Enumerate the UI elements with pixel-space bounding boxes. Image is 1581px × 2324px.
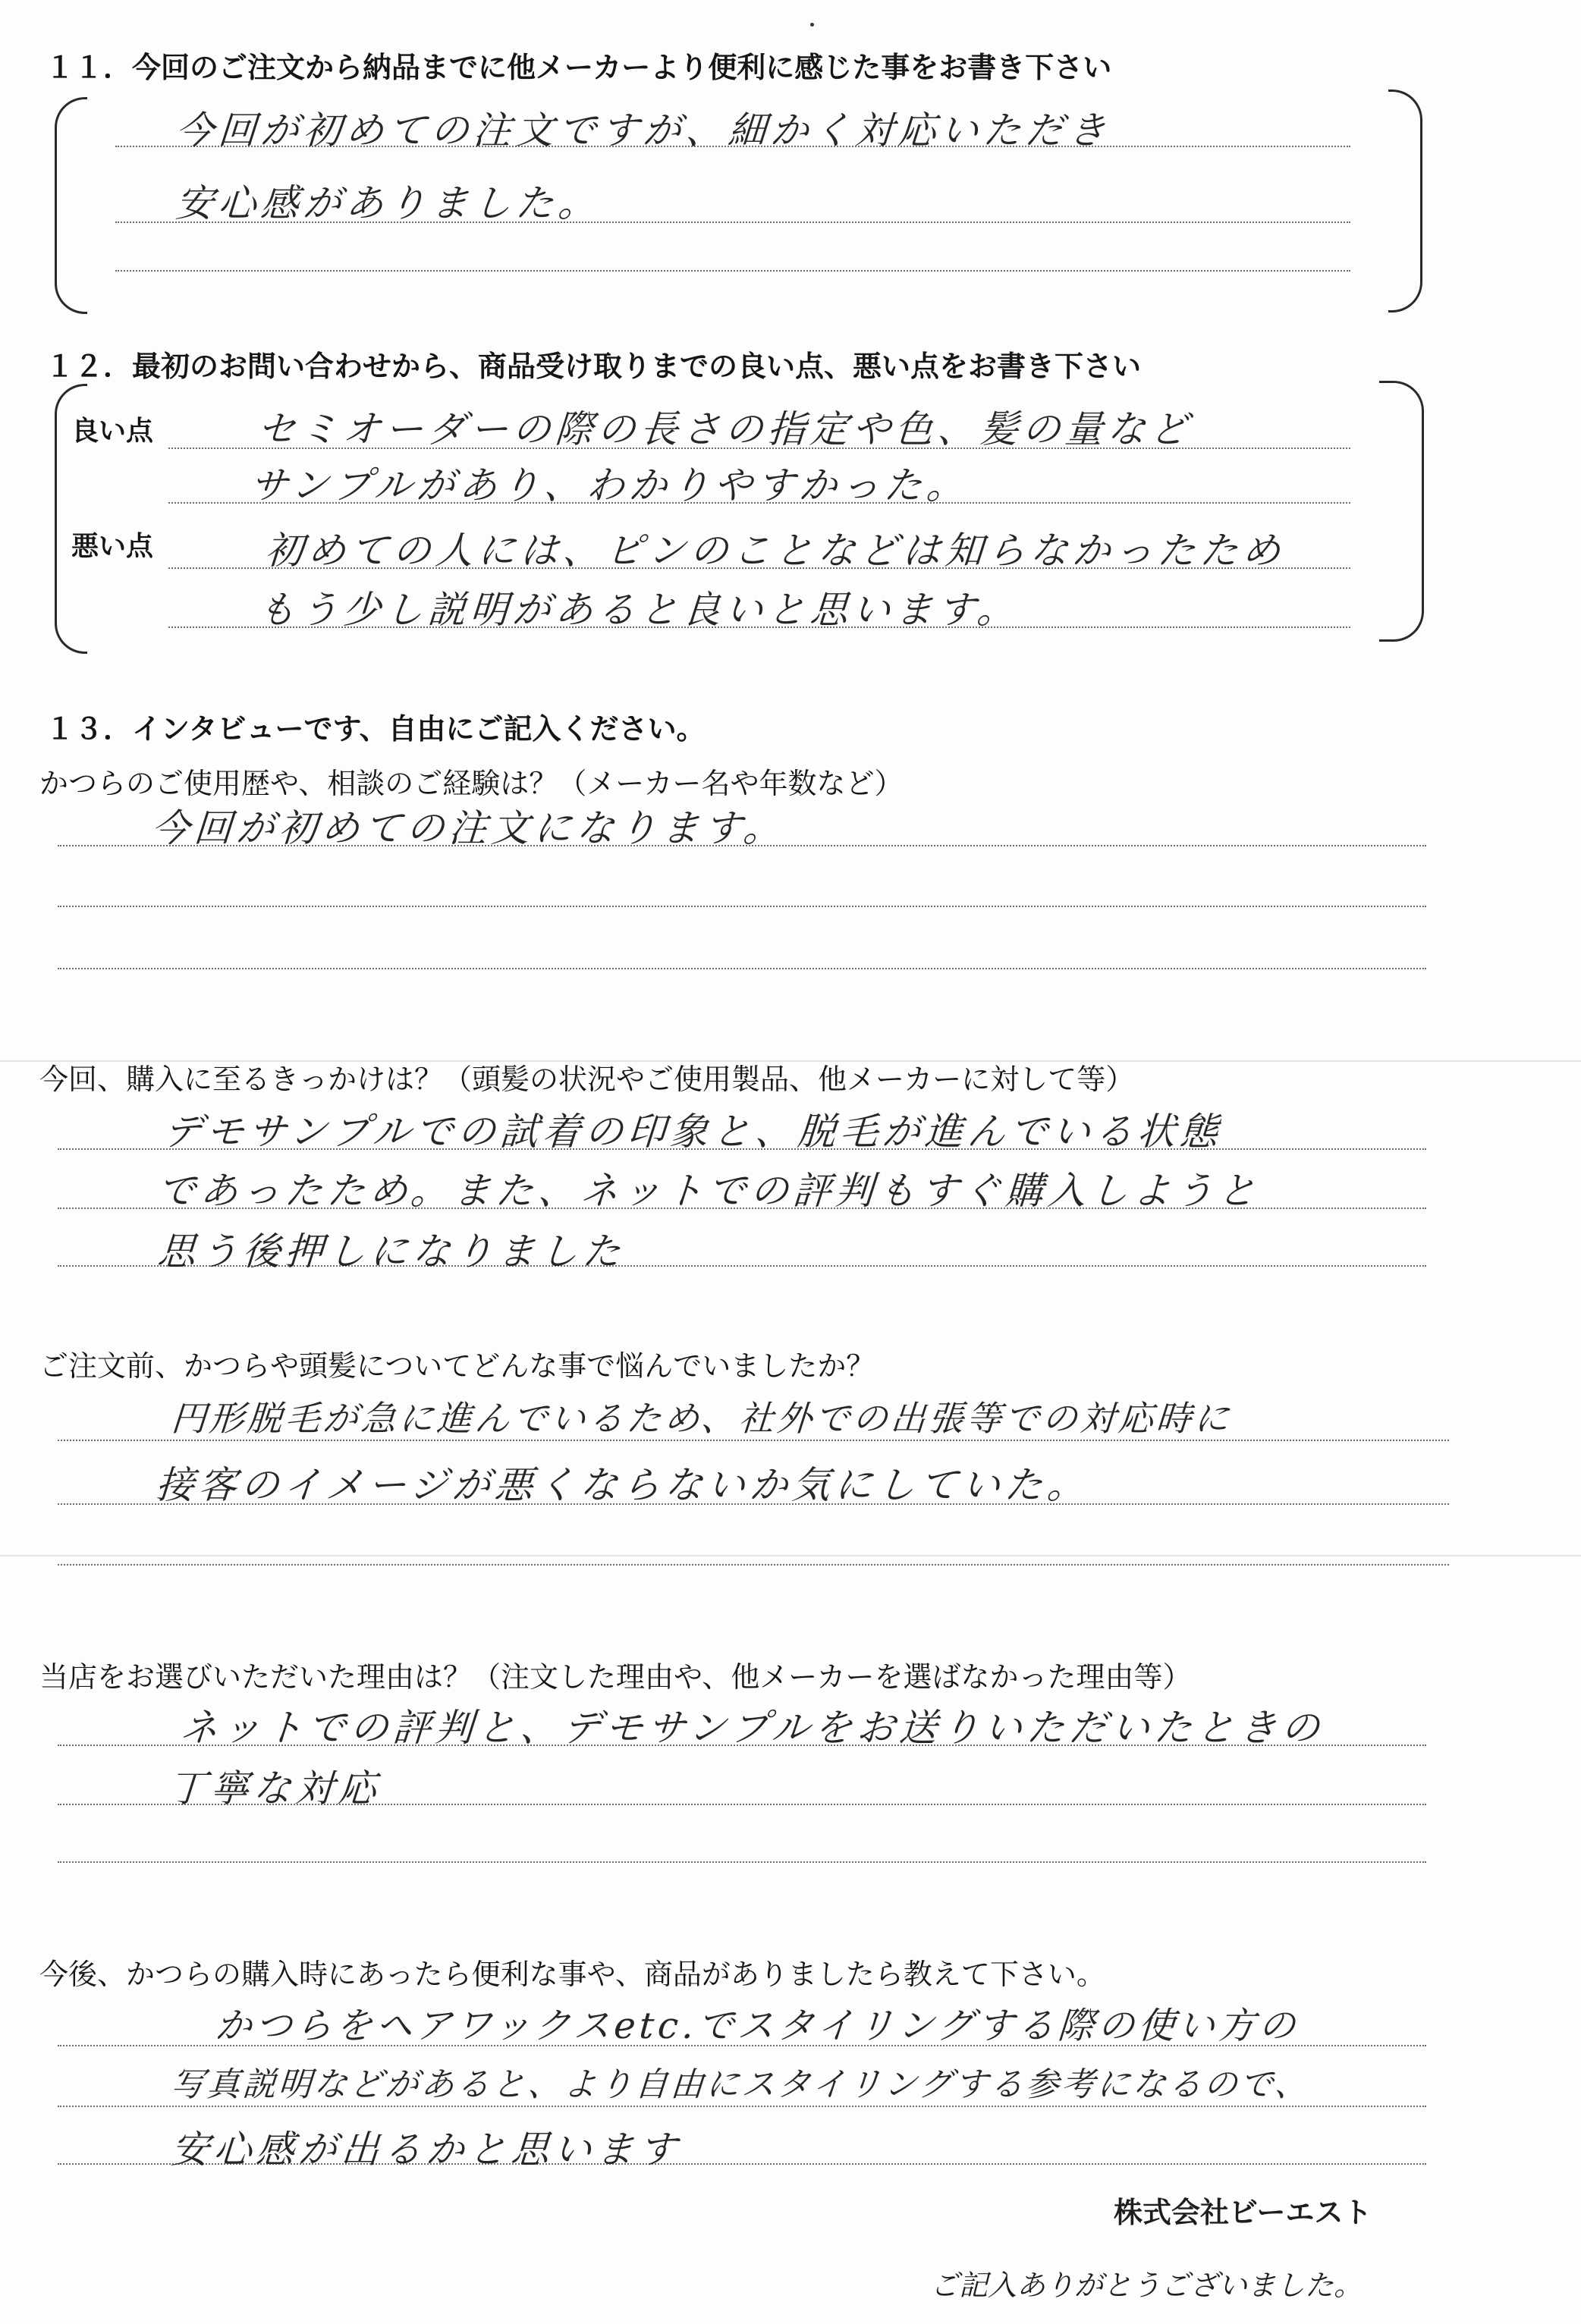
answer-line (58, 968, 1426, 969)
q13-item-4-answer-line-1: ネットでの評判と、デモサンプルをお送りいただいたときの (178, 1706, 1326, 1750)
bad-points-label: 悪い点 (71, 531, 154, 562)
q11-bracket-left (55, 97, 87, 314)
q13-item-1-question: かつらのご使用歴や、相談のご経験は？（メーカー名や年数など） (39, 767, 904, 800)
q11-title: １１．今回のご注文から納品までに他メーカーより便利に感じた事をお書き下さい (46, 51, 1112, 84)
q13-item-5-question: 今後、かつらの購入時にあったら便利な事や、商品がありましたら教えて下さい。 (39, 1958, 1105, 1991)
q13-item-2-answer-line-3: 思う後押しになりました (156, 1230, 627, 1273)
q12-good-answer-line-1: セミオーダーの際の長さの指定や色、髪の量など (256, 407, 1194, 451)
company-name: 株式会社ビーエスト (1114, 2196, 1372, 2229)
q13-item-3-question: ご注文前、かつらや頭髪についてどんな事で悩んでいましたか？ (39, 1349, 875, 1383)
q13-item-4-question: 当店をお選びいただいた理由は？（注文した理由や、他メーカーを選ばなかった理由等） (39, 1660, 1192, 1694)
q12-bad-answer-line-2: もう少し説明があると良いと思います。 (256, 588, 1021, 632)
q11-bracket-right (1388, 90, 1422, 312)
q13-item-3-answer-line-2: 接客のイメージが悪くならないか気にしていた。 (154, 1463, 1092, 1507)
q13-item-5-answer-line-2: 写真説明などがあると、より自由にスタイリングする参考になるので、 (169, 2065, 1312, 2104)
answer-line (58, 2106, 1426, 2107)
q13-item-1-answer-line-1: 今回が初めての注文になります。 (149, 806, 787, 850)
q12-bracket-right (1379, 381, 1424, 642)
q13-item-5-answer-line-1: かつらをヘアワックスetc.でスタイリングする際の使い方の (213, 2005, 1301, 2047)
q12-good-answer-line-2: サンプルがあり、わかりやすかった。 (248, 463, 971, 507)
answer-line (58, 1861, 1426, 1863)
paper-crease (0, 1555, 1581, 1556)
ink-speck (810, 23, 814, 27)
q11-answer-line-2: 安心感がありました。 (174, 181, 602, 225)
answer-line (115, 270, 1350, 272)
q13-item-4-answer-line-2: 丁寧な対応 (166, 1767, 382, 1811)
q12-title: １２．最初のお問い合わせから、商品受け取りまでの良い点、悪い点をお書き下さい (46, 350, 1142, 383)
q12-bad-answer-line-1: 初めての人には、ピンのことなどは知らなかったため (263, 529, 1287, 573)
q13-item-5-answer-line-3: 安心感が出るかと思います (169, 2128, 683, 2172)
q13-item-2-answer-line-2: であったため。また、ネットでの評判もすぐ購入しようと (156, 1169, 1262, 1213)
q13-item-3-answer-line-1: 円形脱毛が急に進んでいるため、社外での出張等での対応時に (169, 1398, 1234, 1439)
answer-line (58, 906, 1426, 907)
good-points-label: 良い点 (71, 416, 154, 447)
thanks-message: ご記入ありがとうございました。 (930, 2269, 1363, 2302)
answer-line (58, 1564, 1449, 1566)
q11-answer-line-1: 今回が初めての注文ですが、細かく対応いただき (174, 108, 1112, 152)
q13-item-2-answer-line-1: デモサンプルでの試着の印象と、脱毛が進んでいる状態 (162, 1110, 1224, 1154)
q13-item-2-question: 今回、購入に至るきっかけは？（頭髪の状況やご使用製品、他メーカーに対して等） (39, 1063, 1135, 1096)
q13-title: １３．インタビューです、自由にご記入ください。 (46, 712, 706, 746)
